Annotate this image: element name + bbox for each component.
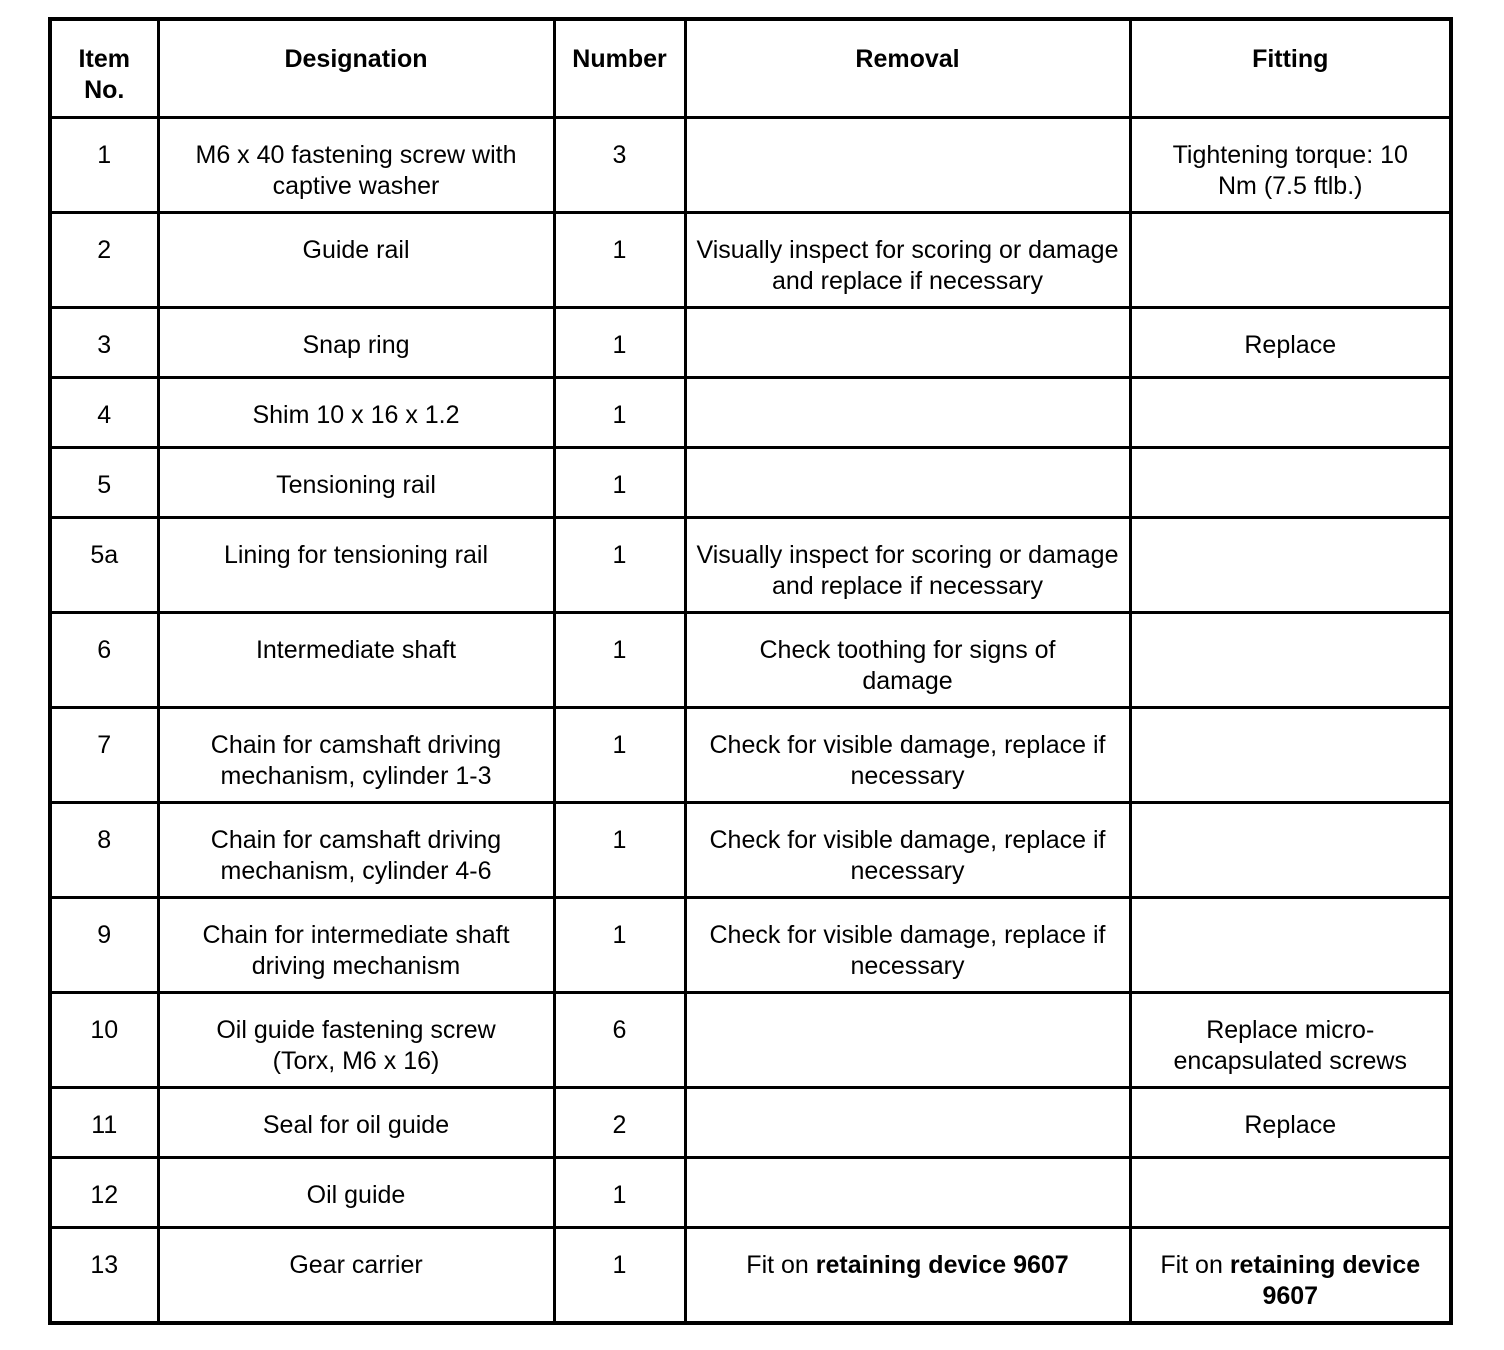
cell-removal (685, 1227, 1130, 1323)
header-fitting: Fitting (1130, 19, 1451, 117)
cell-removal: Check for visible damage, replace if necessary (685, 802, 1130, 897)
cell-removal (685, 1157, 1130, 1227)
cell-designation: Lining for tensioning rail (158, 517, 554, 612)
removal-prefix: Fit on (746, 1250, 816, 1279)
cell-designation: Snap ring (158, 307, 554, 377)
cell-number: 3 (554, 117, 685, 212)
cell-removal (685, 377, 1130, 447)
cell-item: 1 (50, 117, 158, 212)
header-designation: Designation (158, 19, 554, 117)
cell-removal (685, 117, 1130, 212)
cell-number: 1 (554, 307, 685, 377)
cell-removal: Visually inspect for scoring or damage and replace if necessary (685, 212, 1130, 307)
table-row (50, 1227, 1451, 1323)
cell-fitting: Replace (1130, 1087, 1451, 1157)
cell-item: 4 (50, 377, 158, 447)
cell-item: 11 (50, 1087, 158, 1157)
header-item-no: Item No. (50, 19, 158, 117)
cell-number: 1 (554, 897, 685, 992)
cell-number: 1 (554, 802, 685, 897)
cell-designation: M6 x 40 fastening screw with captive washer (158, 117, 554, 212)
table-row (50, 447, 1451, 517)
cell-designation: Oil guide fastening screw (Torx, M6 x 16) (158, 992, 554, 1087)
cell-fitting: Replace (1130, 307, 1451, 377)
cell-removal: Visually inspect for scoring or damage and replace if necessary (685, 517, 1130, 612)
cell-designation: Shim 10 x 16 x 1.2 (158, 377, 554, 447)
header-row (50, 19, 1451, 117)
cell-fitting (1130, 1157, 1451, 1227)
table-row (50, 307, 1451, 377)
cell-item: 5a (50, 517, 158, 612)
cell-item: 3 (50, 307, 158, 377)
cell-fitting (1130, 802, 1451, 897)
header-number: Number (554, 19, 685, 117)
cell-number: 1 (554, 212, 685, 307)
table-row (50, 1157, 1451, 1227)
cell-item: 7 (50, 707, 158, 802)
cell-fitting (1130, 897, 1451, 992)
cell-designation: Tensioning rail (158, 447, 554, 517)
cell-designation: Chain for intermediate shaft driving mechanism (158, 897, 554, 992)
table-row (50, 1087, 1451, 1157)
cell-number: 6 (554, 992, 685, 1087)
cell-number: 1 (554, 1157, 685, 1227)
header-removal: Removal (685, 19, 1130, 117)
table-row (50, 612, 1451, 707)
cell-removal (685, 1087, 1130, 1157)
cell-designation: Oil guide (158, 1157, 554, 1227)
cell-removal (685, 447, 1130, 517)
cell-designation: Chain for camshaft driving mechanism, cylinder 1-3 (158, 707, 554, 802)
cell-number: 1 (554, 1227, 685, 1323)
cell-number: 1 (554, 612, 685, 707)
table-row (50, 802, 1451, 897)
table-row (50, 897, 1451, 992)
cell-removal (685, 307, 1130, 377)
cell-fitting: Tightening torque: 10 Nm (7.5 ftlb.) (1130, 117, 1451, 212)
cell-removal: Check for visible damage, replace if necessary (685, 707, 1130, 802)
cell-fitting (1130, 212, 1451, 307)
cell-designation: Seal for oil guide (158, 1087, 554, 1157)
cell-fitting (1130, 447, 1451, 517)
cell-number: 2 (554, 1087, 685, 1157)
table-row (50, 992, 1451, 1087)
table-row (50, 377, 1451, 447)
cell-number: 1 (554, 517, 685, 612)
cell-item: 6 (50, 612, 158, 707)
cell-designation: Chain for camshaft driving mechanism, cylinder 4-6 (158, 802, 554, 897)
cell-fitting: Replace micro-encapsulated screws (1130, 992, 1451, 1087)
cell-number: 1 (554, 377, 685, 447)
cell-designation: Guide rail (158, 212, 554, 307)
cell-number: 1 (554, 707, 685, 802)
parts-table (48, 17, 1453, 1325)
cell-designation: Gear carrier (158, 1227, 554, 1323)
cell-item: 2 (50, 212, 158, 307)
parts-table-container (48, 17, 1449, 1325)
table-row (50, 212, 1451, 307)
cell-item: 13 (50, 1227, 158, 1323)
fitting-tool-reference: retaining device 9607 (1229, 1250, 1421, 1310)
cell-item: 12 (50, 1157, 158, 1227)
cell-item: 10 (50, 992, 158, 1087)
cell-removal: Check for visible damage, replace if necessary (685, 897, 1130, 992)
cell-removal (685, 992, 1130, 1087)
table-row (50, 517, 1451, 612)
cell-item: 8 (50, 802, 158, 897)
cell-fitting (1130, 377, 1451, 447)
cell-designation: Intermediate shaft (158, 612, 554, 707)
fitting-prefix: Fit on (1160, 1250, 1230, 1279)
cell-item: 5 (50, 447, 158, 517)
cell-number: 1 (554, 447, 685, 517)
cell-fitting (1130, 612, 1451, 707)
removal-tool-reference: retaining device 9607 (815, 1250, 1069, 1279)
cell-fitting (1130, 1227, 1451, 1323)
cell-fitting (1130, 707, 1451, 802)
cell-fitting (1130, 517, 1451, 612)
table-row (50, 117, 1451, 212)
cell-item: 9 (50, 897, 158, 992)
cell-removal: Check toothing for signs of damage (685, 612, 1130, 707)
table-row (50, 707, 1451, 802)
